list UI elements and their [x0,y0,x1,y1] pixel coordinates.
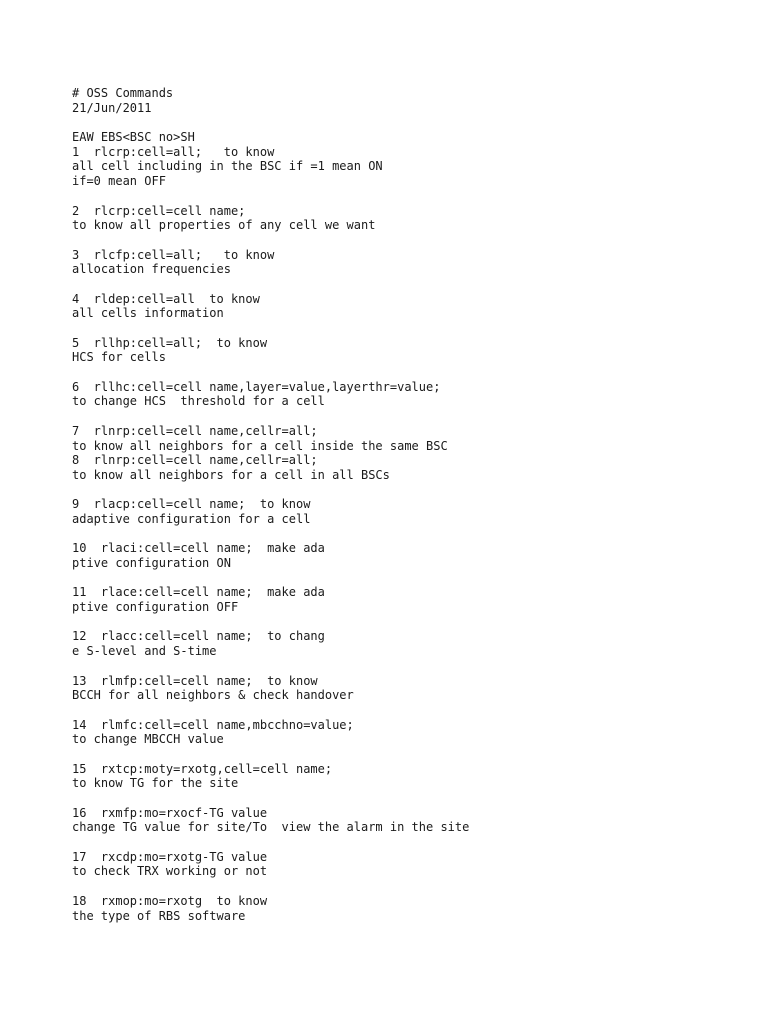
command-line: 15 rxtcp:moty=rxotg,cell=cell name; [72,761,333,776]
command-line: 10 rlaci:cell=cell name; make ada [72,541,325,556]
command-block [72,424,752,483]
command-line: the type of RBS software [72,908,246,923]
command-line: to know TG for the site [72,776,239,791]
command-line: ptive configuration ON [72,556,231,570]
command-line: to know all neighbors for a cell in all BSCs [72,467,390,482]
command-block [72,718,752,747]
command-line: 13 rlmfp:cell=cell name; to know [72,673,318,688]
command-block [72,336,752,365]
command-line: to change MBCCH value [72,732,224,747]
document-header [72,86,752,115]
command-line: to know all neighbors for a cell inside the same BSC [72,438,448,453]
command-line: 11 rlace:cell=cell name; make ada [72,585,325,600]
command-line: EAW EBS<BSC no>SH [72,130,195,145]
command-line: 8 rlnrp:cell=cell name,cellr=all; [72,453,318,468]
command-block [72,204,752,233]
document-page [72,86,752,938]
command-line: 17 rxcdp:mo=rxotg-TG value [72,849,268,864]
command-line: HCS for cells [72,350,166,365]
command-block [72,497,752,526]
command-line: e S-level and S-time [72,644,217,659]
command-line: 12 rlacc:cell=cell name; to chang [72,629,325,644]
command-line: all cell including in the BSC if =1 mean ON [72,159,383,174]
command-block [72,585,752,614]
command-line: to know all properties of any cell we want [72,218,376,233]
document-title: # OSS Commands [72,86,174,100]
command-line: 9 rlacp:cell=cell name; to know [72,497,311,512]
command-line: 6 rllhc:cell=cell name,layer=value,layerthr=value; [72,379,441,394]
command-line: to change HCS threshold for a cell [72,394,325,409]
command-block [72,248,752,277]
command-block [72,292,752,321]
command-line: all cells information [72,306,224,321]
command-line: ptive configuration OFF [72,600,239,615]
command-block [72,380,752,409]
command-line: 2 rlcrp:cell=cell name; [72,203,246,218]
command-line: allocation frequencies [72,262,231,277]
command-line: 1 rlcrp:cell=all; to know [72,144,275,159]
command-line: 7 rlnrp:cell=cell name,cellr=all; [72,423,318,438]
command-line: 4 rldep:cell=all to know [72,291,260,306]
command-line: adaptive configuration for a cell [72,511,311,526]
document-date: 21/Jun/2011 [72,100,152,115]
command-line: if=0 mean OFF [72,174,166,189]
command-list [72,130,752,923]
command-block [72,629,752,658]
command-block [72,130,752,189]
command-line: 16 rxmfp:mo=rxocf-TG value [72,805,268,820]
command-block [72,674,752,703]
command-line: to check TRX working or not [72,864,268,879]
command-block [72,541,752,570]
command-block [72,894,752,923]
command-block [72,762,752,791]
command-line: 3 rlcfp:cell=all; to know [72,247,275,262]
command-line: 5 rllhp:cell=all; to know [72,335,268,350]
command-line: change TG value for site/To view the alarm in the site [72,820,470,835]
command-block [72,850,752,879]
command-line: 14 rlmfc:cell=cell name,mbcchno=value; [72,717,354,732]
command-block [72,806,752,835]
command-line: BCCH for all neighbors & check handover [72,688,354,703]
command-line: 18 rxmop:mo=rxotg to know [72,893,268,908]
